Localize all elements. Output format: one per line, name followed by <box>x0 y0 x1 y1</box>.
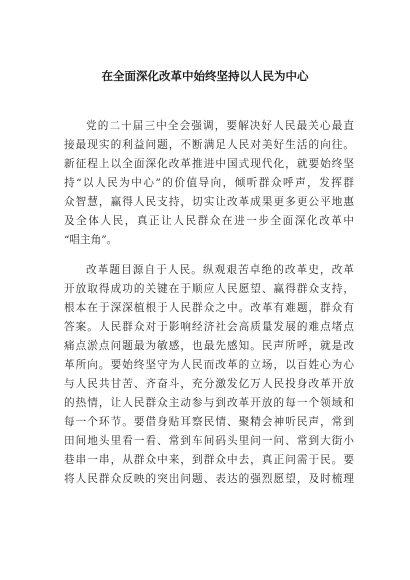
paragraph-2-line-4: 答案。人民群众对于影响经济社会高质量发展的难点堵点 <box>64 321 354 333</box>
paragraph-2-line-9: 每一个环节。要借身贴耳察民情、聚精会神听民声，常到 <box>64 416 354 428</box>
paragraph-1-line-2: 接最现实的利益问题，不断满足人民对美好生活的向往。 <box>64 139 354 151</box>
paragraph-2-line-7: 与人民共甘苦、齐奋斗，充分激发亿万人民投身改革开放 <box>64 378 354 390</box>
paragraph-2-line-10: 田间地头里看一看、常到车间码头里问一问、常到大街小 <box>64 435 354 447</box>
document-title: 在全面深化改革中始终坚持以人民为中心 <box>101 69 309 83</box>
paragraph-1-line-4: 持“以人民为中心”的价值导向，倾听群众呼声，发挥群 <box>64 177 354 189</box>
paragraph-1-line-7: “唱主角”。 <box>64 234 118 246</box>
paragraph-2-line-1: 改革题目源自于人民。纵观艰苦卓绝的改革史，改革 <box>86 264 354 276</box>
paragraph-2-line-5: 痛点淤点问题最为敏感，也最先感知。民声所呼，就是改 <box>64 340 354 352</box>
paragraph-2-line-6: 革所向。要始终坚守为人民而改革的立场，以百姓心为心 <box>64 359 354 371</box>
paragraph-2-line-2: 开放取得成功的关键在于顺应人民愿望、赢得群众支持， <box>64 283 354 295</box>
paragraph-2-line-11: 巷串一串，从群众中来，到群众中去，真正问需于民。要 <box>64 454 354 466</box>
paragraph-1-line-1: 党的二十届三中全会强调，要解决好人民最关心最直 <box>86 120 354 132</box>
paragraph-1-line-3: 新征程上以全面深化改革推进中国式现代化，就要始终坚 <box>64 158 354 170</box>
paragraph-1-line-6: 及全体人民，真正让人民群众在进一步全面深化改革中 <box>64 215 354 227</box>
paragraph-2-line-12: 将人民群众反映的突出问题、表达的强烈愿望，及时梳理 <box>64 473 354 485</box>
paragraph-1-line-5: 众智慧，赢得人民支持，切实让改革成果更多更公平地惠 <box>64 196 354 208</box>
paragraph-2-line-3: 根本在于深深植根于人民群众之中。改革有难题，群众有 <box>64 302 354 314</box>
paragraph-2-line-8: 的热情，让人民群众主动参与到改革开放的每一个领域和 <box>64 397 354 409</box>
